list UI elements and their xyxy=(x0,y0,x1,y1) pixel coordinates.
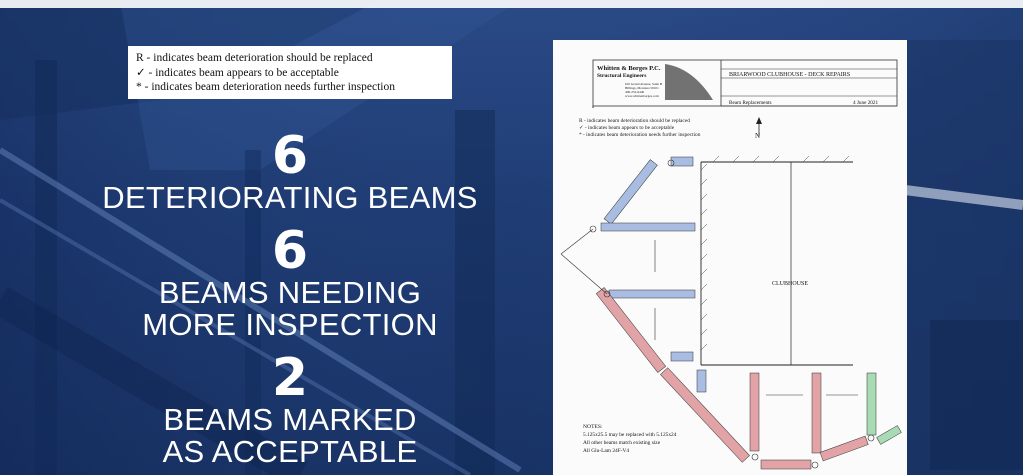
beams-acceptable xyxy=(867,373,901,444)
doc-legend-line-acceptable: ✓ - indicates beam appears to be acceptable xyxy=(579,125,675,131)
document-date: 4 June 2021 xyxy=(853,100,879,106)
stat-deteriorating xyxy=(90,126,490,215)
address-line: 610 Grand Avenue, Suite B xyxy=(625,82,663,86)
company-logo xyxy=(665,64,713,100)
address-line: 406-252-6440 xyxy=(625,90,645,94)
legend-line-acceptable-text: - indicates beam appears to be acceptable xyxy=(148,66,339,79)
legend-box xyxy=(128,46,452,99)
clubhouse-label: CLUBHOUSE xyxy=(772,281,809,287)
stat-inspection xyxy=(90,221,490,342)
stat-label: MORE INSPECTION xyxy=(142,307,438,342)
doc-legend-line: R - indicates beam deterioration should be replaced xyxy=(579,118,690,124)
notes-line: 5.125x25.5 may be replaced with 5.125x24 xyxy=(583,432,677,438)
company-name: Whitten & Borges P.C. xyxy=(597,65,661,72)
company-sub: Structural Engineers xyxy=(597,73,647,79)
check-mark-icon: ✓ xyxy=(579,125,584,131)
project-title: BRIARWOOD CLUBHOUSE - DECK REPAIRS xyxy=(729,72,851,78)
address-line: Billings, Montana 59101 xyxy=(625,86,659,90)
address-line: www.whittenborges.com xyxy=(625,94,659,98)
doc-legend-line: * - indicates beam deterioration needs further inspection xyxy=(579,132,701,138)
check-mark-icon: ✓ xyxy=(136,66,146,79)
notes-line: All Glu-Lam 24F-V4 xyxy=(583,448,630,454)
stat-number: 2 xyxy=(271,348,309,408)
notes-line: All other beams match existing size xyxy=(583,440,661,446)
stat-label: BEAMS MARKED xyxy=(163,402,417,437)
engineering-document xyxy=(553,40,907,475)
sheet-title: Beam Replacements xyxy=(729,100,772,106)
clubhouse-outline xyxy=(701,156,853,365)
legend-line-inspect: * - indicates beam deterioration needs further inspection xyxy=(136,81,395,93)
notes-title: NOTES: xyxy=(583,424,603,430)
stat-number: 6 xyxy=(271,221,309,281)
stat-label: DETERIORATING BEAMS xyxy=(102,180,478,215)
north-label: N xyxy=(755,132,761,140)
stat-label: AS ACCEPTABLE xyxy=(162,434,418,469)
stat-number: 6 xyxy=(271,126,309,186)
legend-line-replace: R - indicates beam deterioration should be replaced xyxy=(136,52,373,64)
stat-acceptable xyxy=(90,348,490,469)
stat-label: BEAMS NEEDING xyxy=(158,275,422,310)
legend-line-acceptable xyxy=(136,66,444,81)
